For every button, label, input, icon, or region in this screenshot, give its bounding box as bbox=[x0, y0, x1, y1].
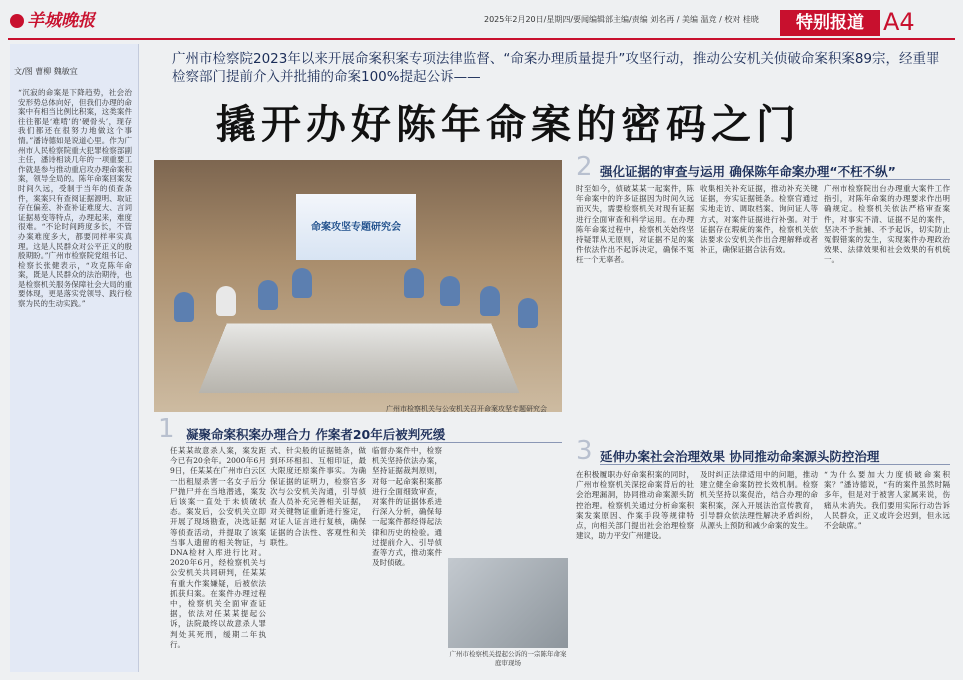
logo-emblem-icon bbox=[10, 14, 24, 28]
section-number: 2 bbox=[576, 152, 593, 182]
body-column: “为什么要加大力度侦破命案积案？”潘诗德说，“有的案件虽然时隔多年，但是对于被害人家属来说，伤痛从未消失。我们要用实际行动告诉人民群众，正义或许会迟到，但永远不会缺席。” bbox=[824, 470, 950, 531]
body-column: 广州市检察院出台办理重大案件工作指引，对陈年命案的办理要求作出明确规定。检察机关依法严格审查案件，对事实不清、证据不足的案件，坚决不予批捕、不予起诉，切实防止冤假错案的发生，实现案件办理政治效果、法律效果和社会效果的有机统一。 bbox=[824, 184, 950, 265]
masthead-rule bbox=[8, 38, 955, 40]
left-column-text: “沉寂的命案是下降趋势，社会治安形势总体向好，但我们办理的命案中有相当比例比积案，这类案件往往都是‘难啃’的‘硬骨头’，现存我们都还在很努力地做这个事情。”潘诗德如是说道心里。作为广州市人民检察院重大犯罪检察部副主任，潘诗相谈几年的一项重要工作就是参与推动重启攻办理命案积案，领导全局的。陈年命案回案发时间久远，受制于当年的侦查条件，案案只有查阅证据源明、取证存在偏差、补查补证难度大、言词证据易变等特点，办理起来，难度很难。“不论时间跨度多长，不管办案难度多大，都要同样率实真理。这是人民群众对公平正义的殷殷期盼。”广州市检察院党组书记、检察长张健表示，“攻克陈年命案，既是人民群众的法治期待，也是检察机关服务保障社会大局的重要体现，更是落实党领导、践行检察为民的生动实践。” bbox=[18, 88, 132, 309]
attendee bbox=[174, 292, 194, 322]
byline: 文/图 曹柳 魏敏宜 bbox=[14, 67, 78, 76]
body-column: 任某某故意杀人案，案发距今已有20余年。2000年6月9日，任某某在广州市白云区一出租屋杀害一名女子后分尸抛尸并在当地潜逃，案发后该案一直处于未侦破状态。案发后，公安机关立即开展了现场勘查，决选证据等侦查活动，并提取了该案当事人遗留的相关物证，与DNA检材入库进行比对。2020年6月，经检察机关与公安机关共同研判，任某某有重大作案嫌疑，后被依法抓获归案。在案件办理过程中，检察机关全面审查证据，依法对任某某提起公诉，法院最终以故意杀人罪判处其死刑，缓期二年执行。 bbox=[170, 446, 266, 649]
screen-title: 命案攻坚专题研究会 bbox=[311, 222, 401, 233]
attendee bbox=[258, 280, 278, 310]
attendee bbox=[404, 268, 424, 298]
courtroom-photo bbox=[448, 558, 568, 648]
newspaper-logo bbox=[10, 6, 95, 31]
attendee bbox=[216, 286, 236, 316]
section-rule bbox=[186, 442, 562, 443]
attendee bbox=[518, 298, 538, 328]
section-number: 1 bbox=[158, 414, 175, 444]
meeting-photo bbox=[154, 160, 562, 412]
article-deck: 广州市检察院2023年以来开展命案积案专项法律监督、“命案办理质量提升”攻坚行动，推动公安机关侦破命案积案89宗，经重罪检察部门提前介入并批捕的命案100%提起公诉—— bbox=[172, 51, 940, 85]
attendee bbox=[440, 276, 460, 306]
section-title: 强化证据的审查与运用 确保陈年命案办理“不枉不纵” bbox=[600, 164, 896, 179]
dateline: 2025年2月20日/星期四/要闻编辑部主编/责编 刘名再 / 美编 温竞 / 校对 桂晓 bbox=[484, 15, 759, 24]
section-number: 3 bbox=[576, 436, 593, 466]
photo-caption: 广州市检察机关提起公诉的一宗陈年命案庭审现场 bbox=[449, 650, 567, 667]
section-rule bbox=[600, 464, 950, 465]
body-column: 在积极履职办好命案积案的同时，广州市检察机关深挖命案背后的社会治理漏洞，协同推动命案源头防控治理。检察机关通过分析命案积案发案原因、作案手段等规律特点，向相关部门提出社会治理检察建议，助力平安广州建设。 bbox=[576, 470, 694, 541]
body-column: 式、针尖般的证据链条，做到环环相扣、互相印证，最大限度还原案件事实。为确保证据的证明力，检察官多次与公安机关沟通，引导侦查人员补充完善相关证据，对关键物证重新进行鉴定，对证人证言进行复核，确保证据的合法性、客观性和关联性。 bbox=[270, 446, 366, 547]
photo-caption: 广州市检察机关与公安机关召开命案攻坚专题研究会 bbox=[386, 405, 547, 413]
conference-table bbox=[199, 324, 520, 394]
logo-text: 羊城晚报 bbox=[27, 11, 95, 31]
body-column: 临督办案件中，检察机关坚持依法办案，坚持证据裁判原则，对每一起命案积案都进行全面细致审查，对案件的证据体系进行深入分析，确保每一起案件都经得起法律和历史的检验。通过提前介入、引导侦查等方式，推动案件及时侦破。 bbox=[372, 446, 442, 568]
section-title: 凝聚命案积案办理合力 作案者20年后被判死缓 bbox=[186, 427, 446, 442]
attendee bbox=[292, 268, 312, 298]
body-column: 及时纠正法律适用中的问题，推动建立健全命案防控长效机制。检察机关坚持以案促治，结合办理的命案积案，深入开展法治宣传教育，引导群众依法理性解决矛盾纠纷，从源头上预防和减少命案的发生。 bbox=[700, 470, 818, 531]
section-rule bbox=[600, 179, 950, 180]
section-label: 特别报道 bbox=[780, 10, 880, 36]
article-headline: 撬开办好陈年命案的密码之门 bbox=[216, 102, 801, 148]
attendee bbox=[480, 286, 500, 316]
page-number: A4 bbox=[883, 8, 915, 36]
body-column: 收集相关补充证据，推动补充关键证据，夯实证据链条。检察官通过实地走访、调取档案、询问证人等方式，对案件证据进行补强。对于证据存在瑕疵的案件，检察机关依法要求公安机关作出合理解释或者补正，确保证据合法有效。 bbox=[700, 184, 818, 255]
body-column: 时至如今，侦破某某一起案件，陈年命案中的许多证据因为时间久远而灭失，需要检察机关对现有证据进行全面审查和科学运用。在办理陈年命案过程中，检察机关始终坚持疑罪从无原则，对证据不足的案件依法作出不起诉决定，确保不冤枉一个无辜者。 bbox=[576, 184, 694, 265]
section-title: 延伸办案社会治理效果 协同推动命案源头防控治理 bbox=[600, 449, 880, 464]
masthead bbox=[0, 0, 963, 38]
projection-screen bbox=[296, 194, 416, 260]
